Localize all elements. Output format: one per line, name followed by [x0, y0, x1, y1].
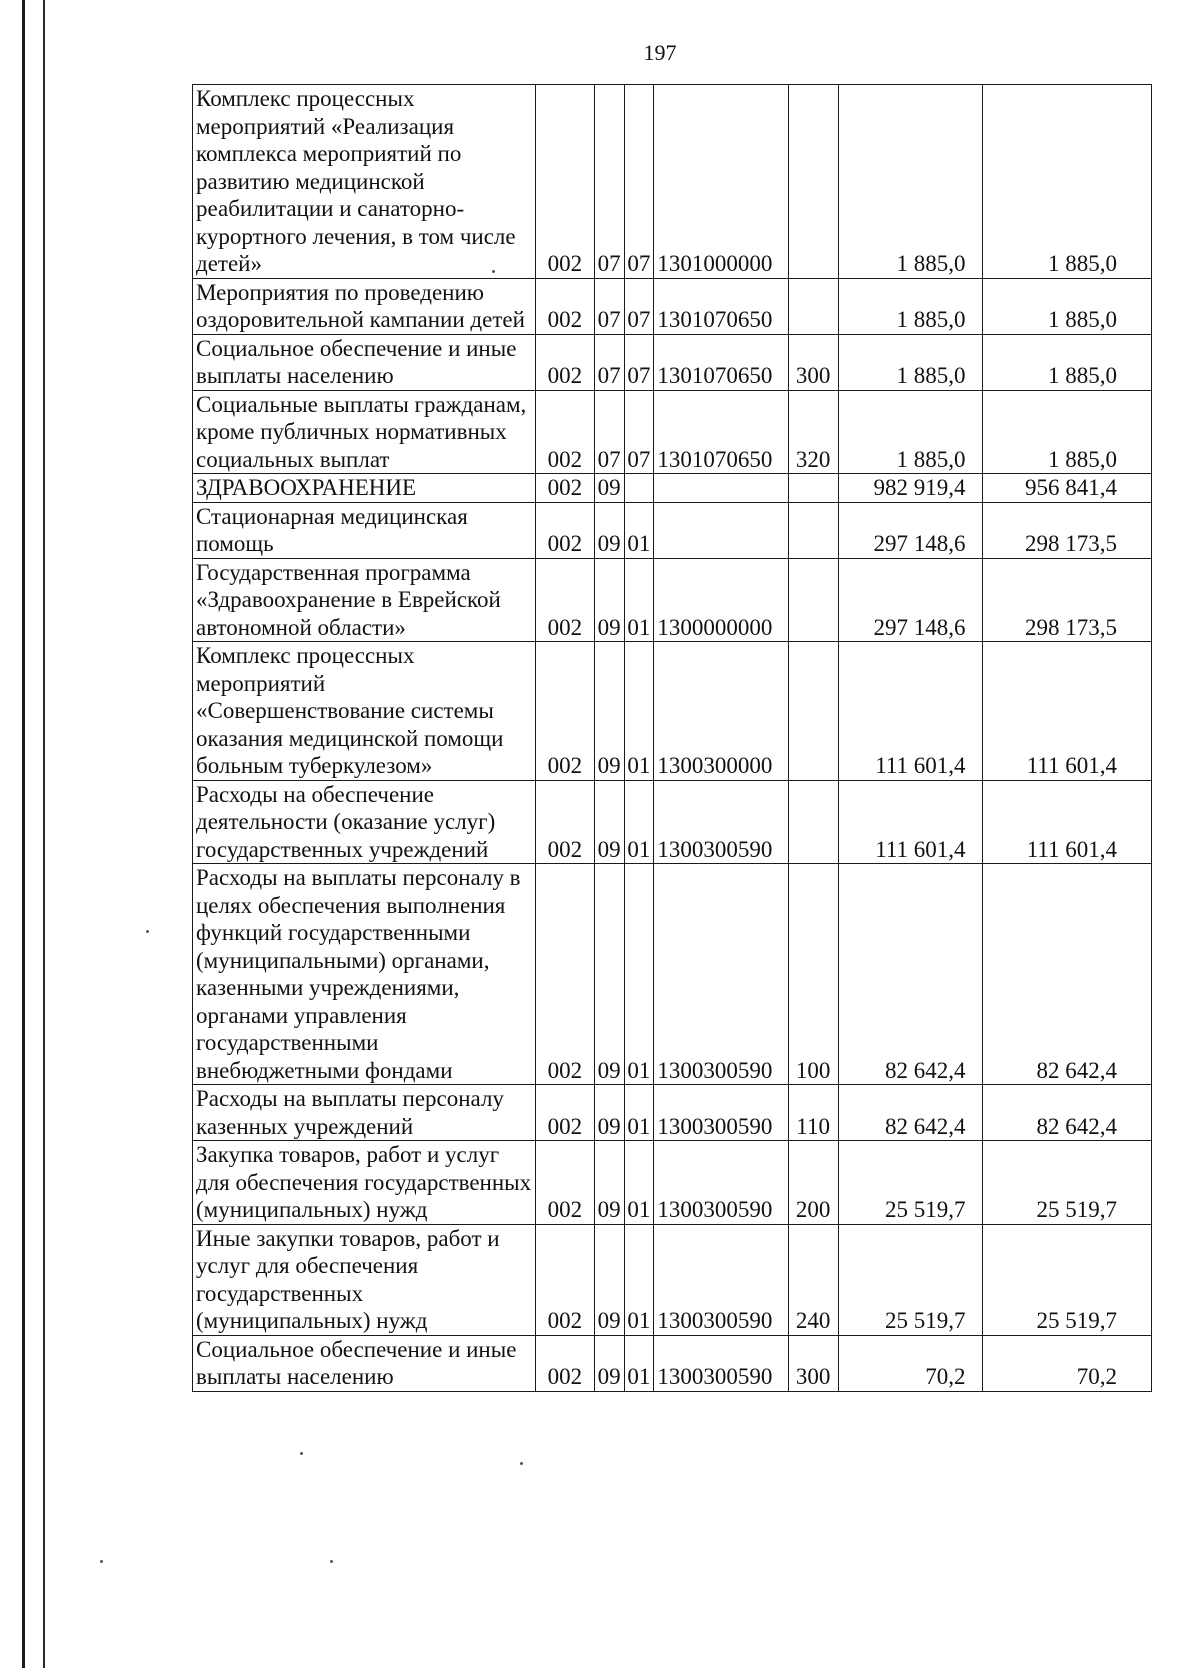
- row-amount-year1: 982 919,4: [838, 474, 982, 503]
- row-amount-year1: 1 885,0: [838, 278, 982, 334]
- row-amount-year2: 70,2: [982, 1335, 1151, 1391]
- row-name: Государственная программа «Здравоохранение в Еврейской автономной области»: [193, 558, 536, 642]
- row-subsection: 01: [624, 1141, 654, 1225]
- row-amount-year2: 111 601,4: [982, 780, 1151, 864]
- row-name: Стационарная медицинская помощь: [193, 502, 536, 558]
- scan-speck: [520, 1462, 523, 1465]
- row-amount-year1: 1 885,0: [838, 85, 982, 279]
- row-code: 002: [536, 502, 595, 558]
- table-row: [193, 85, 1152, 279]
- scan-speck: [492, 270, 495, 273]
- row-amount-year2: 1 885,0: [982, 85, 1151, 279]
- row-amount-year1: 111 601,4: [838, 780, 982, 864]
- row-expense-type: 300: [788, 1335, 838, 1391]
- row-amount-year2: 956 841,4: [982, 474, 1151, 503]
- row-code: 002: [536, 334, 595, 390]
- row-subsection: 01: [624, 502, 654, 558]
- row-name: Социальное обеспечение и иные выплаты населению: [193, 334, 536, 390]
- row-target-article: 1300300590: [654, 1224, 788, 1335]
- table-row: [193, 1141, 1152, 1225]
- row-subsection: 01: [624, 1335, 654, 1391]
- row-amount-year1: 25 519,7: [838, 1141, 982, 1225]
- row-subsection: 07: [624, 334, 654, 390]
- row-code: 002: [536, 85, 595, 279]
- table-row: [193, 1224, 1152, 1335]
- row-section: 07: [594, 390, 624, 474]
- row-target-article: 1301070650: [654, 334, 788, 390]
- row-subsection: 07: [624, 278, 654, 334]
- row-target-article: 1300300590: [654, 780, 788, 864]
- row-section: 09: [594, 558, 624, 642]
- scan-speck: [146, 930, 149, 933]
- table-row: [193, 864, 1152, 1085]
- row-target-article: [654, 474, 788, 503]
- row-name: Мероприятия по проведению оздоровительной кампании детей: [193, 278, 536, 334]
- row-target-article: 1300300590: [654, 1335, 788, 1391]
- page-number: 197: [643, 40, 677, 65]
- row-amount-year2: 298 173,5: [982, 502, 1151, 558]
- table-row: [193, 1085, 1152, 1141]
- row-amount-year2: 298 173,5: [982, 558, 1151, 642]
- row-amount-year1: 25 519,7: [838, 1224, 982, 1335]
- row-code: 002: [536, 1085, 595, 1141]
- row-section: 09: [594, 1085, 624, 1141]
- row-section: 07: [594, 334, 624, 390]
- row-expense-type: [788, 642, 838, 781]
- table-row: [193, 780, 1152, 864]
- row-name: Расходы на выплаты персоналу в целях обеспечения выполнения функций государственными (муниципальными) органами, казенными учреждениями, органами управления государственными внебюджетными фондами: [193, 864, 536, 1085]
- row-amount-year2: 1 885,0: [982, 390, 1151, 474]
- row-amount-year1: 70,2: [838, 1335, 982, 1391]
- row-expense-type: 110: [788, 1085, 838, 1141]
- row-expense-type: 240: [788, 1224, 838, 1335]
- row-expense-type: [788, 278, 838, 334]
- row-amount-year1: 82 642,4: [838, 864, 982, 1085]
- row-amount-year2: 25 519,7: [982, 1224, 1151, 1335]
- row-name: Иные закупки товаров, работ и услуг для обеспечения государственных (муниципальных) нужд: [193, 1224, 536, 1335]
- binding-line: [22, 0, 25, 1668]
- row-expense-type: [788, 474, 838, 503]
- row-target-article: 1301070650: [654, 390, 788, 474]
- row-expense-type: [788, 558, 838, 642]
- row-code: 002: [536, 642, 595, 781]
- row-expense-type: 320: [788, 390, 838, 474]
- row-name: Расходы на обеспечение деятельности (оказание услуг) государственных учреждений: [193, 780, 536, 864]
- row-target-article: 1300000000: [654, 558, 788, 642]
- row-target-article: 1300300590: [654, 1085, 788, 1141]
- row-code: 002: [536, 1224, 595, 1335]
- scan-speck: [330, 1560, 333, 1563]
- row-expense-type: 200: [788, 1141, 838, 1225]
- row-name: Комплекс процессных мероприятий «Реализация комплекса мероприятий по развитию медицинской реабилитации и санаторно-курортного лечения, в том числе детей»: [193, 85, 536, 279]
- row-code: 002: [536, 278, 595, 334]
- row-code: 002: [536, 864, 595, 1085]
- row-target-article: 1300300590: [654, 1141, 788, 1225]
- budget-table-body: [193, 85, 1152, 1392]
- row-subsection: 01: [624, 642, 654, 781]
- row-expense-type: 100: [788, 864, 838, 1085]
- row-expense-type: [788, 85, 838, 279]
- row-subsection: 07: [624, 390, 654, 474]
- row-code: 002: [536, 780, 595, 864]
- row-amount-year1: 1 885,0: [838, 390, 982, 474]
- row-section: 09: [594, 502, 624, 558]
- scan-speck: [300, 1452, 303, 1455]
- row-section: 09: [594, 1335, 624, 1391]
- row-subsection: 01: [624, 1224, 654, 1335]
- row-code: 002: [536, 1141, 595, 1225]
- row-name: Комплекс процессных мероприятий «Совершенствование системы оказания медицинской помощи больным туберкулезом»: [193, 642, 536, 781]
- row-section: 09: [594, 474, 624, 503]
- row-section: 09: [594, 780, 624, 864]
- row-subsection: 01: [624, 558, 654, 642]
- row-code: 002: [536, 474, 595, 503]
- row-name: Закупка товаров, работ и услуг для обеспечения государственных (муниципальных) нужд: [193, 1141, 536, 1225]
- row-target-article: 1301070650: [654, 278, 788, 334]
- row-code: 002: [536, 1335, 595, 1391]
- row-target-article: [654, 502, 788, 558]
- table-row: [193, 502, 1152, 558]
- table-row: [193, 558, 1152, 642]
- row-amount-year1: 111 601,4: [838, 642, 982, 781]
- row-subsection: 01: [624, 864, 654, 1085]
- row-amount-year1: 82 642,4: [838, 1085, 982, 1141]
- row-expense-type: [788, 780, 838, 864]
- row-section: 07: [594, 278, 624, 334]
- row-code: 002: [536, 558, 595, 642]
- row-subsection: 01: [624, 1085, 654, 1141]
- row-name: Социальное обеспечение и иные выплаты населению: [193, 1335, 536, 1391]
- scan-speck: [100, 1560, 103, 1563]
- binding-line-inner: [43, 0, 45, 1668]
- table-row: [193, 390, 1152, 474]
- table-row: [193, 474, 1152, 503]
- row-expense-type: 300: [788, 334, 838, 390]
- row-expense-type: [788, 502, 838, 558]
- row-amount-year1: 297 148,6: [838, 502, 982, 558]
- row-section: 09: [594, 642, 624, 781]
- row-amount-year1: 297 148,6: [838, 558, 982, 642]
- row-amount-year2: 82 642,4: [982, 1085, 1151, 1141]
- budget-table: [192, 84, 1152, 1392]
- row-amount-year2: 1 885,0: [982, 334, 1151, 390]
- row-target-article: 1300300590: [654, 864, 788, 1085]
- row-section: 09: [594, 1141, 624, 1225]
- row-name: Расходы на выплаты персоналу казенных учреждений: [193, 1085, 536, 1141]
- row-amount-year2: 82 642,4: [982, 864, 1151, 1085]
- table-row: [193, 1335, 1152, 1391]
- row-target-article: 1301000000: [654, 85, 788, 279]
- row-amount-year1: 1 885,0: [838, 334, 982, 390]
- row-subsection: [624, 474, 654, 503]
- row-target-article: 1300300000: [654, 642, 788, 781]
- row-amount-year2: 1 885,0: [982, 278, 1151, 334]
- row-name: Социальные выплаты гражданам, кроме публичных нормативных социальных выплат: [193, 390, 536, 474]
- row-amount-year2: 111 601,4: [982, 642, 1151, 781]
- row-section: 09: [594, 864, 624, 1085]
- table-row: [193, 334, 1152, 390]
- row-subsection: 01: [624, 780, 654, 864]
- row-section: 07: [594, 85, 624, 279]
- row-amount-year2: 25 519,7: [982, 1141, 1151, 1225]
- row-section: 09: [594, 1224, 624, 1335]
- table-row: [193, 642, 1152, 781]
- row-name: ЗДРАВООХРАНЕНИЕ: [193, 474, 536, 503]
- row-code: 002: [536, 390, 595, 474]
- row-subsection: 07: [624, 85, 654, 279]
- table-row: [193, 278, 1152, 334]
